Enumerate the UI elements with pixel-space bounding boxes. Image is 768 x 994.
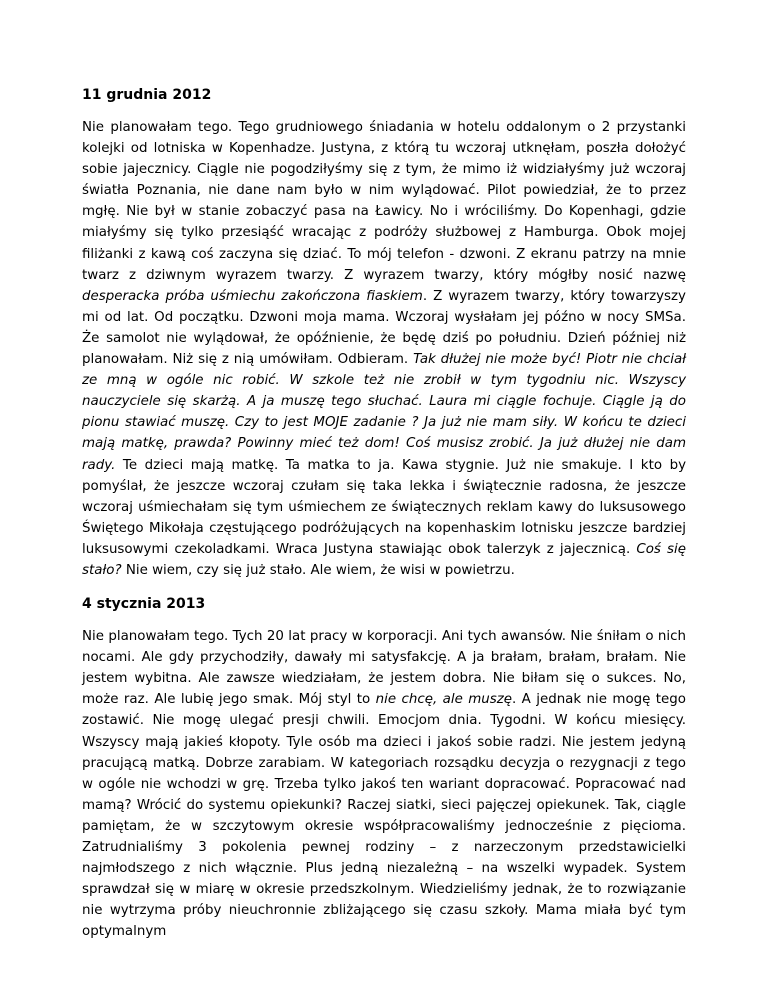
italic-phrase: Coś się stało? bbox=[82, 541, 686, 578]
diary-entry-1 bbox=[82, 86, 686, 581]
italic-phrase: desperacka próba uśmiechu zakończona fiaskiem bbox=[82, 288, 423, 304]
diary-entry-2 bbox=[82, 595, 686, 942]
entry-body bbox=[82, 626, 686, 942]
text-run: . Z wyrazem twarzy, który towarzyszy mi od lat. Od początku. Dzwoni moja mama. Wczoraj wysłałam jej późno w nocy SMSa. Że samolot nie wylądował, że opóźnienie, że będę dziś po południu. Dzień później niż planowałam. Niż się z nią umówiłam. Odbieram. bbox=[82, 288, 686, 368]
entry-date: 4 stycznia 2013 bbox=[82, 596, 206, 613]
text-run: Nie planowałam tego. Tych 20 lat pracy w korporacji. Ani tych awansów. Nie śniłam o nich nocami. Ale gdy przychodziły, dawały mi satysfakcję. A ja brałam, brałam, brałam. Nie jestem wybitna. Ale zawsze wiedziałam, że jestem dobra. Nie biłam się o sukces. No, może raz. Ale lubię jego smak. Mój styl to bbox=[82, 629, 686, 708]
italic-phrase: nie chcę, ale muszę bbox=[375, 692, 512, 708]
text-run: Nie planowałam tego. Tego grudniowego śniadania w hotelu oddalonym o 2 przystanki kolejki od lotniska w Kopenhadze. Justyna, z którą tu wczoraj utknęłam, poszła dołożyć sobie jajecznicy. Ciągle nie pogodziłyśmy się z tym, że mimo iż widziałyśmy już wczoraj światła Poznania, nie dane nam było w nim wylądować. Pilot powiedział, że to przez mgłę. Nie był w stanie zobaczyć pasa na Ławicy. No i wróciliśmy. Do Kopenhagi, gdzie miałyśmy się tylko przesiąść wracając z podróży służbowej z Hamburga. Obok mojej filiżanki z kawą coś zaczyna się dziać. To mój telefon - dzwoni. Z ekranu patrzy na mnie twarz z dziwnym wyrazem twarzy. Z wyrazem twarzy, który mógłby nosić nazwę bbox=[82, 120, 686, 283]
text-run: Nie wiem, czy się już stało. Ale wiem, że wisi w powietrzu. bbox=[121, 562, 515, 578]
entry-date: 11 grudnia 2012 bbox=[82, 87, 212, 103]
text-run: Te dzieci mają matkę. Ta matka to ja. Kawa stygnie. Już nie smakuje. I kto by pomyślał, że jeszcze wczoraj czułam się taka lekka i świątecznie radosna, że jeszcze wczoraj uśmiechałam się tym uśmiechem ze świątecznych reklam kawy do luksusowego Świętego Mikołaja częstującego podróżujących na kopenhaskim lotnisku jeszcze bardziej luksusowymi czekoladkami. Wraca Justyna stawiając obok talerzyk z jajecznicą. bbox=[82, 457, 686, 557]
text-run: . A jednak nie mogę tego zostawić. Nie mogę ulegać presji chwili. Emocjom dnia. Tygodni. W końcu miesięcy. Wszyscy mają jakieś kłopoty. Tyle osób ma dzieci i jakoś sobie radzi. Nie jestem jedyną pracującą matką. Dobrze zarabiam. W kategoriach rozsądku decyzja o rezygnacji z tego w ogóle nie wchodzi w grę. Trzeba tylko jakoś ten wariant dopracować. Popracować nad mamą? Wrócić do systemu opiekunki? Raczej siatki, sieci pajęczej opiekunek. Tak, ciągle pamiętam, że w szczytowym okresie współpracowaliśmy jednocześnie z pięcioma. Zatrudnialiśmy 3 pokolenia pewnej rodziny – z narzeczonym przedstawicielki najmłodszego z nich włącznie. Plus jedną niezależną – na wszelki wypadek. System sprawdzał się w miarę w okresie przedszkolnym. Wiedzieliśmy jednak, że to rozwiązanie nie wytrzyma próby nieuchronnie zbliżającego się czasu szkoły. Mama miała być tym optymalnym bbox=[82, 692, 686, 940]
entry-body bbox=[82, 117, 686, 581]
italic-phrase: Tak dłużej nie może być! Piotr nie chciał ze mną w ogóle nic robić. W szkole też nie zrobił w tym tygodniu nic. Wszyscy nauczyciele się skarżą. A ja muszę tego słuchać. Laura mi ciągle fochuje. Ciągle ją do pionu stawiać muszę. Czy to jest MOJE zadanie ? Ja już nie mam siły. W końcu te dzieci mają matkę, prawda? Powinny mieć też dom! Coś musisz zrobić. Ja już dłużej nie dam rady. bbox=[82, 352, 687, 473]
